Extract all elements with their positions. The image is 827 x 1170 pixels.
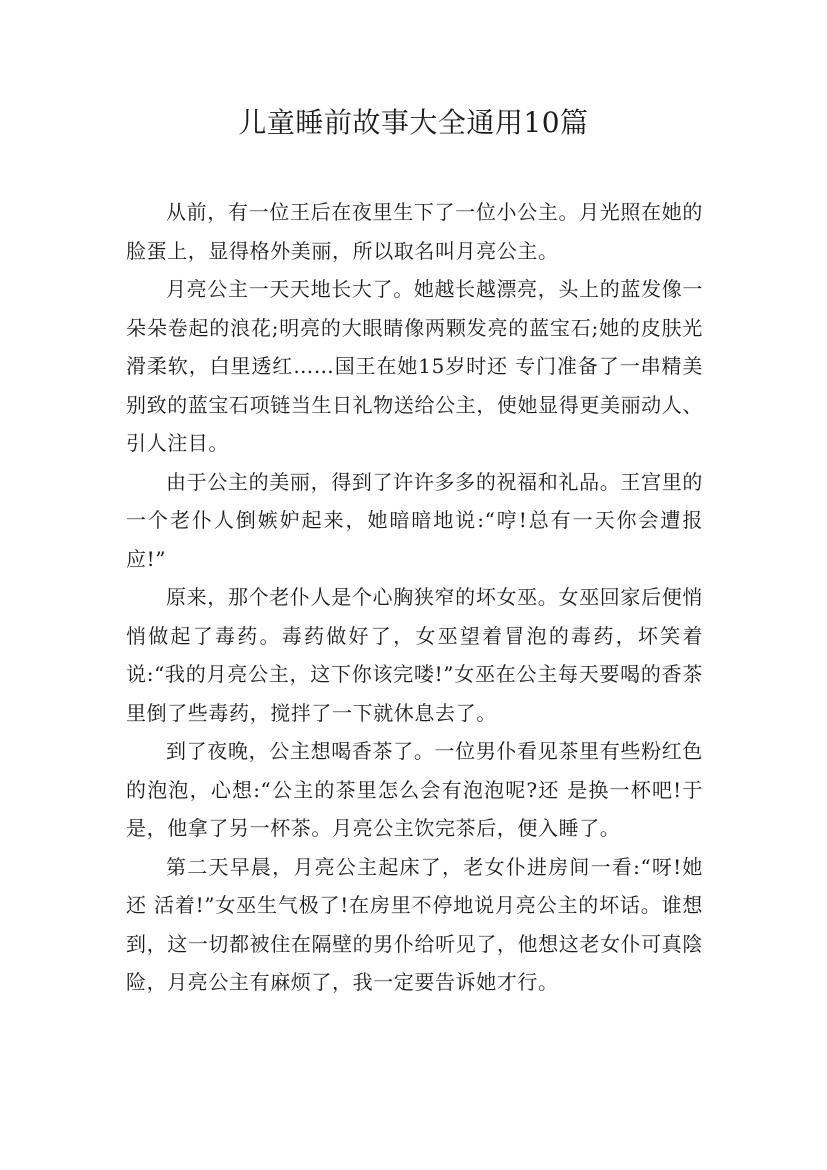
paragraph-3: 由于公主的美丽，得到了许许多多的祝福和礼品。王宫里的一个老仆人倒嫉妒起来，她暗暗地说:“哼!总有一天你会遭报应!” xyxy=(126,469,703,571)
paragraph-6: 第二天早晨，月亮公主起床了，老女仆进房间一看:“呀!她还 活着!”女巫生气极了!在房里不停地说月亮公主的坏话。谁想到，这一切都被住在隔壁的男仆给听见了，他想这老女仆可真陰险，月亮公主有麻烦了，我一定要告诉她才行。 xyxy=(126,854,703,994)
paragraph-4: 原来，那个老仆人是个心胸狭窄的坏女巫。女巫回家后便悄悄做起了毒药。毒药做好了，女巫望着冒泡的毒药，坏笑着说:“我的月亮公主，这下你该完喽!”女巫在公主每天要喝的香茶里倒了些毒药，搅拌了一下就休息去了。 xyxy=(126,585,703,725)
document-body xyxy=(126,193,703,1002)
paragraph-5: 到了夜晚，公主想喝香茶了。一位男仆看见茶里有些粉红色的泡泡，心想:“公主的茶里怎么会有泡泡呢?还 是换一杯吧!于是，他拿了另一杯茶。月亮公主饮完茶后，便入睡了。 xyxy=(126,739,703,840)
paragraph-2: 月亮公主一天天地长大了。她越长越漂亮，头上的蓝发像一朵朵卷起的浪花;明亮的大眼睛像两颗发亮的蓝宝石;她的皮肤光滑柔软，白里透红……国王在她15岁时还 专门准备了一串精美别致的蓝宝石项链当生日礼物送给公主，使她显得更美丽动人、引人注目。 xyxy=(126,277,703,455)
document-title: 儿童睡前故事大全通用10篇 xyxy=(238,106,589,139)
paragraph-1: 从前，有一位王后在夜里生下了一位小公主。月光照在她的脸蛋上，显得格外美丽，所以取名叫月亮公主。 xyxy=(126,200,703,263)
